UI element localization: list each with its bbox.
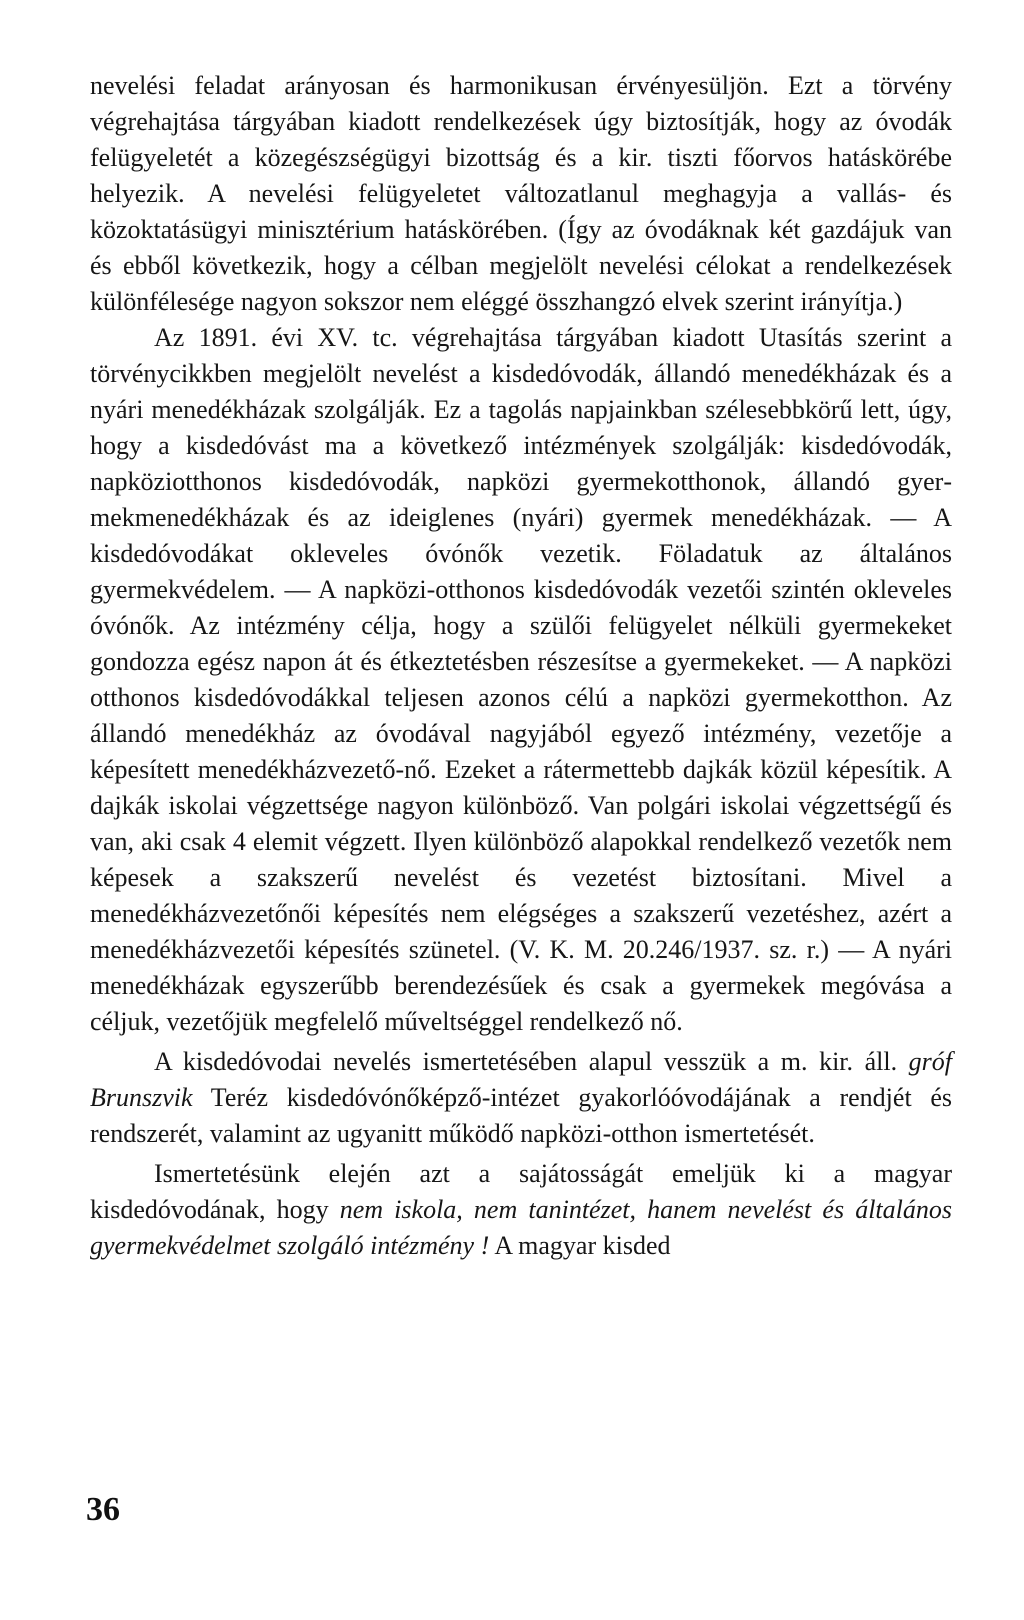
- paragraph-3-text-a: A kisdedóvodai nevelés ismertetésében alapul vesszük a m. kir. áll.: [154, 1047, 909, 1076]
- paragraph-1: nevelési feladat arányosan és harmonikusan érvényesüljön. Ezt a törvény végrehajtása tárgyában kiadott rendelkezések úgy biztosítják, hogy az óvodák felügyeletét a közegészségügyi bizottság és a kir. tiszti főorvos hatáskörébe helyezik. A nevelési felügyeletet változatlanul meghagyja a vallás- és közoktatásügyi minisztérium hatáskörében. (Így az óvodáknak két gazdájuk van és ebből következik, hogy a célban megjelölt nevelési célokat a rendelkezések különfélesége nagyon sokszor nem eléggé összhangzó elvek szerint irányítja.): [90, 71, 952, 316]
- paragraph-3-text-b: Teréz kisdedóvónőképző-intézet gyakorlóóvodájának a rendjét és rendszerét, valamint az ugyanitt működő napközi-otthon ismertetését.: [90, 1083, 952, 1148]
- paragraph-4-italic: nem iskola, nem tanintézet, hanem nevelést és általános gyermekvédelmet szolgáló intézmény !: [90, 1195, 952, 1260]
- paragraph-2: Az 1891. évi XV. tc. végrehajtása tárgyában kiadott Utasítás szerint a törvénycikkben megjelölt nevelést a kisdedóvodák, állandó menedékházak és a nyári menedékházak szolgálják. Ez a tagolás napjainkban szélesebbkörű lett, úgy, hogy a kisdedóvást ma a következő intézmények szolgálják: kisdedóvodák, napköziotthonos kisdedóvodák, napközi gyermekotthonok, állandó gyermekmenedékházak és az ideiglenes (nyári) gyermek menedékházak. — A kisdedóvodákat okleveles óvónők vezetik. Föladatuk az általános gyermekvédelem. — A napközi-otthonos kisdedóvodák vezetői szintén okleveles óvónők. Az intézmény célja, hogy a szülői felügyelet nélküli gyermekeket gondozza egész napon át és étkeztetésben részesítse a gyermekeket. — A napközi otthonos kisdedóvodákkal teljesen azonos célú a napközi gyermekotthon. Az állandó menedékház az óvodával nagyjából egyező intézmény, vezetője a képesített menedékházvezető-nő. Ezeket a rátermettebb dajkák közül képesítik. A dajkák iskolai végzettsége nagyon különböző. Van polgári iskolai végzettségű és van, aki csak 4 elemit végzett. Ilyen különböző alapokkal rendelkező vezetők nem képesek a szakszerű nevelést és vezetést biztosítani. Mivel a menedékházvezetőnői képesítés nem elégséges a szakszerű vezetéshez, azért a menedékházvezetői képesítés szünetel. (V. K. M. 20.246/1937. sz. r.) — A nyári menedékházak egyszerűbb berendezésűek és csak a gyermekek megóvása a céljuk, vezetőjük megfelelő műveltséggel rendelkező nő.: [90, 323, 952, 1036]
- page-number: 36: [86, 1491, 120, 1528]
- paragraph-3-italic: gróf Brunszvik: [90, 1047, 952, 1112]
- paragraph-3: [90, 1044, 952, 1152]
- paragraph-4: [90, 1156, 952, 1264]
- paragraph-4-text-b: A magyar kisded: [489, 1231, 671, 1260]
- paragraph-4-text-a: Ismertetésünk elején azt a sajátosságát emeljük ki a magyar kisdedóvodának, hogy: [90, 1159, 952, 1224]
- page-body: [90, 68, 952, 1264]
